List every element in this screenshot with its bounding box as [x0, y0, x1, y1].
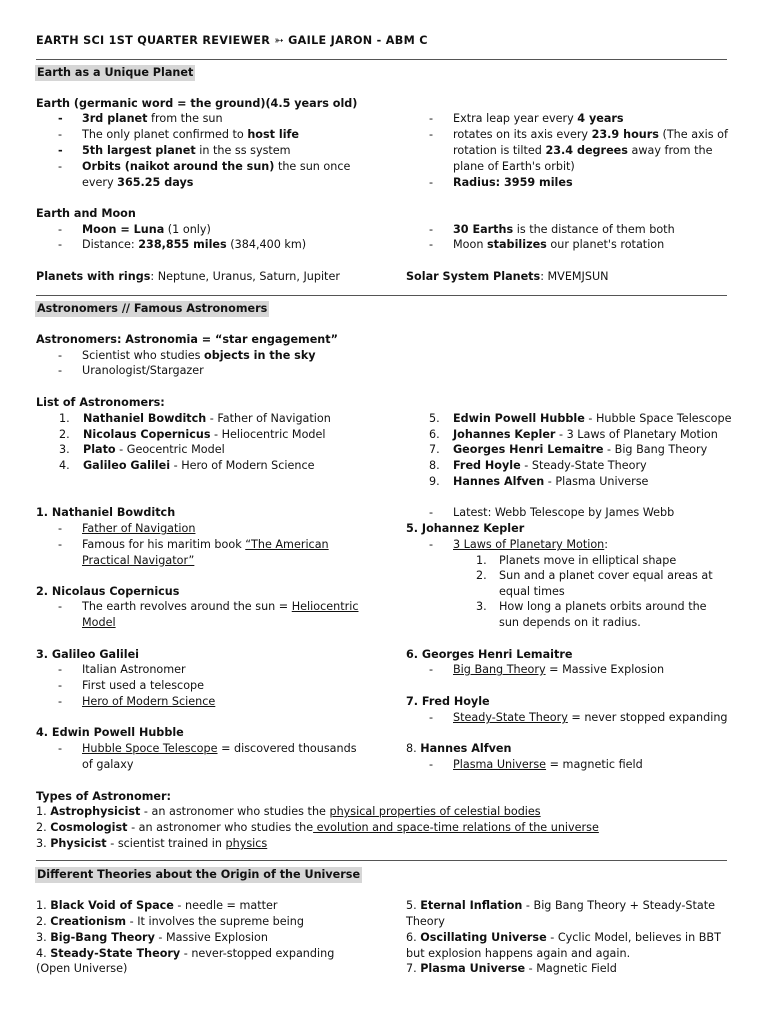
list-item: Fred Hoyle - Steady-State Theory: [453, 459, 647, 472]
kepler-fact: 3 Laws of Planetary Motion:: [453, 538, 609, 551]
earth-fact: Radius: 3959 miles: [453, 176, 573, 189]
theory-item: 3. Big-Bang Theory - Massive Explosion: [36, 931, 268, 944]
earth-fact: 5th largest planet in the ss system: [82, 144, 291, 157]
law-text-cont: sun depends on it radius.: [499, 616, 641, 629]
law-num: 3.: [476, 600, 487, 613]
theory-item: 2. Creationism - It involves the supreme being: [36, 915, 304, 928]
type-item: 3. Physicist - scientist trained in physics: [36, 837, 268, 850]
bullet: -: [58, 742, 63, 755]
bullet: -: [429, 112, 434, 125]
list-item: Nicolaus Copernicus - Heliocentric Model: [83, 428, 326, 441]
law-text-cont: equal times: [499, 585, 565, 598]
galileo-title: 3. Galileo Galilei: [36, 648, 139, 661]
bullet: -: [429, 506, 434, 519]
list-item: Plato - Geocentric Model: [83, 443, 225, 456]
list-item: Hannes Alfven - Plasma Universe: [453, 475, 649, 488]
list-item-num: 5.: [429, 412, 440, 425]
bullet: -: [58, 695, 63, 708]
bullet: -: [58, 349, 63, 362]
type-item: 1. Astrophysicist - an astronomer who studies the physical properties of celestial bodies: [36, 805, 541, 818]
theory-item: 1. Black Void of Space - needle = matter: [36, 899, 278, 912]
moon-fact: Moon = Luna (1 only): [82, 223, 211, 236]
theory-item: 6. Oscillating Universe - Cyclic Model, believes in BBT: [406, 931, 721, 944]
theory-item-cont: Theory: [406, 915, 445, 928]
copernicus-fact-cont: Model: [82, 616, 116, 629]
bullet: -: [58, 160, 63, 173]
moon-title: Earth and Moon: [36, 207, 136, 220]
lemaitre-fact: Big Bang Theory = Massive Explosion: [453, 663, 665, 676]
lemaitre-title: 6. Georges Henri Lemaitre: [406, 648, 573, 661]
bullet: -: [58, 364, 63, 377]
bullet: -: [429, 238, 434, 251]
bullet: -: [58, 223, 63, 236]
list-item: Johannes Kepler - 3 Laws of Planetary Motion: [453, 428, 718, 441]
hoyle-title: 7. Fred Hoyle: [406, 695, 490, 708]
theory-item: 4. Steady-State Theory - never-stopped expanding: [36, 947, 335, 960]
bullet: -: [429, 223, 434, 236]
earth-fact: The only planet confirmed to host life: [82, 128, 300, 141]
theory-item: 7. Plasma Universe - Magnetic Field: [406, 962, 617, 975]
law-text: Sun and a planet cover equal areas at: [499, 569, 713, 582]
hubble-title: 4. Edwin Powell Hubble: [36, 726, 184, 739]
bullet: -: [58, 238, 63, 251]
earth-fact: Extra leap year every 4 years: [453, 112, 624, 125]
kepler-title: 5. Johannez Kepler: [406, 522, 525, 535]
moon-fact: 30 Earths is the distance of them both: [453, 223, 675, 236]
solar-system-planets: Solar System Planets: MVEMJSUN: [406, 270, 609, 283]
copernicus-fact: The earth revolves around the sun = Heliocentric: [82, 600, 359, 613]
bullet: -: [429, 758, 434, 771]
galileo-fact: Italian Astronomer: [82, 663, 186, 676]
list-item: Edwin Powell Hubble - Hubble Space Telescope: [453, 412, 732, 425]
list-item: Galileo Galilei - Hero of Modern Science: [83, 459, 315, 472]
earth-fact-cont: rotation is tilted 23.4 degrees away from the: [453, 144, 713, 157]
bullet: -: [429, 711, 434, 724]
bullet: -: [429, 128, 434, 141]
hubble-fact-cont: of galaxy: [82, 758, 134, 771]
list-item-num: 8.: [429, 459, 440, 472]
bullet: -: [429, 663, 434, 676]
bowditch-fact: Famous for his maritim book “The American: [82, 538, 329, 551]
moon-fact: Distance: 238,855 miles (384,400 km): [82, 238, 307, 251]
divider: [36, 295, 727, 296]
law-num: 1.: [476, 554, 487, 567]
astronomers-definition-title: Astronomers: Astronomia = “star engagement”: [36, 333, 338, 346]
theory-item-cont: but explosion happens again and again.: [406, 947, 631, 960]
list-item-num: 9.: [429, 475, 440, 488]
bowditch-fact: Father of Navigation: [82, 522, 196, 535]
bullet: -: [58, 679, 63, 692]
law-text: How long a planets orbits around the: [499, 600, 707, 613]
list-item-num: 6.: [429, 428, 440, 441]
bowditch-title: 1. Nathaniel Bowditch: [36, 506, 176, 519]
bullet: -: [58, 144, 63, 157]
hoyle-fact: Steady-State Theory = never stopped expanding: [453, 711, 728, 724]
list-item-num: 2.: [59, 428, 70, 441]
page-title: EARTH SCI 1ST QUARTER REVIEWER ➳ GAILE JARON - ABM C: [36, 34, 428, 47]
earth-fact: 3rd planet from the sun: [82, 112, 223, 125]
section-heading-theories: Different Theories about the Origin of the Universe: [37, 868, 361, 881]
list-item-num: 1.: [59, 412, 70, 425]
theory-item-cont: (Open Universe): [36, 962, 128, 975]
law-text: Planets move in elliptical shape: [499, 554, 677, 567]
law-num: 2.: [476, 569, 487, 582]
type-item: 2. Cosmologist - an astronomer who studies the evolution and space-time relations of the universe: [36, 821, 599, 834]
moon-fact: Moon stabilizes our planet's rotation: [453, 238, 665, 251]
bullet: -: [58, 112, 63, 125]
bullet: -: [58, 522, 63, 535]
planets-with-rings: Planets with rings: Neptune, Uranus, Saturn, Jupiter: [36, 270, 340, 283]
list-title: List of Astronomers:: [36, 396, 165, 409]
galileo-fact: Hero of Modern Science: [82, 695, 216, 708]
divider: [36, 860, 727, 861]
bowditch-fact-cont: Practical Navigator”: [82, 554, 195, 567]
definition-item: Uranologist/Stargazer: [82, 364, 204, 377]
earth-fact: rotates on its axis every 23.9 hours (The axis of: [453, 128, 728, 141]
alfven-title: 8. Hannes Alfven: [406, 742, 512, 755]
bullet: -: [58, 128, 63, 141]
galileo-fact: First used a telescope: [82, 679, 205, 692]
earth-title: Earth (germanic word = the ground)(4.5 years old): [36, 97, 358, 110]
earth-fact-cont: plane of Earth's orbit): [453, 160, 575, 173]
copernicus-title: 2. Nicolaus Copernicus: [36, 585, 180, 598]
alfven-fact: Plasma Universe = magnetic field: [453, 758, 643, 771]
bullet: -: [58, 600, 63, 613]
definition-item: Scientist who studies objects in the sky: [82, 349, 316, 362]
types-title: Types of Astronomer:: [36, 790, 171, 803]
earth-fact-cont: every 365.25 days: [82, 176, 194, 189]
list-item-num: 4.: [59, 459, 70, 472]
divider: [36, 59, 727, 60]
list-item-num: 7.: [429, 443, 440, 456]
section-heading-earth: Earth as a Unique Planet: [37, 66, 194, 79]
list-item: Nathaniel Bowditch - Father of Navigation: [83, 412, 331, 425]
section-heading-astronomers: Astronomers // Famous Astronomers: [37, 302, 268, 315]
list-item-num: 3.: [59, 443, 70, 456]
bullet: -: [58, 538, 63, 551]
webb-fact: Latest: Webb Telescope by James Webb: [453, 506, 675, 519]
hubble-fact: Hubble Spoce Telescope = discovered thousands: [82, 742, 357, 755]
bullet: -: [429, 176, 434, 189]
earth-fact: Orbits (naikot around the sun) the sun once: [82, 160, 351, 173]
bullet: -: [429, 538, 434, 551]
theory-item: 5. Eternal Inflation - Big Bang Theory + Steady-State: [406, 899, 716, 912]
list-item: Georges Henri Lemaitre - Big Bang Theory: [453, 443, 708, 456]
bullet: -: [58, 663, 63, 676]
